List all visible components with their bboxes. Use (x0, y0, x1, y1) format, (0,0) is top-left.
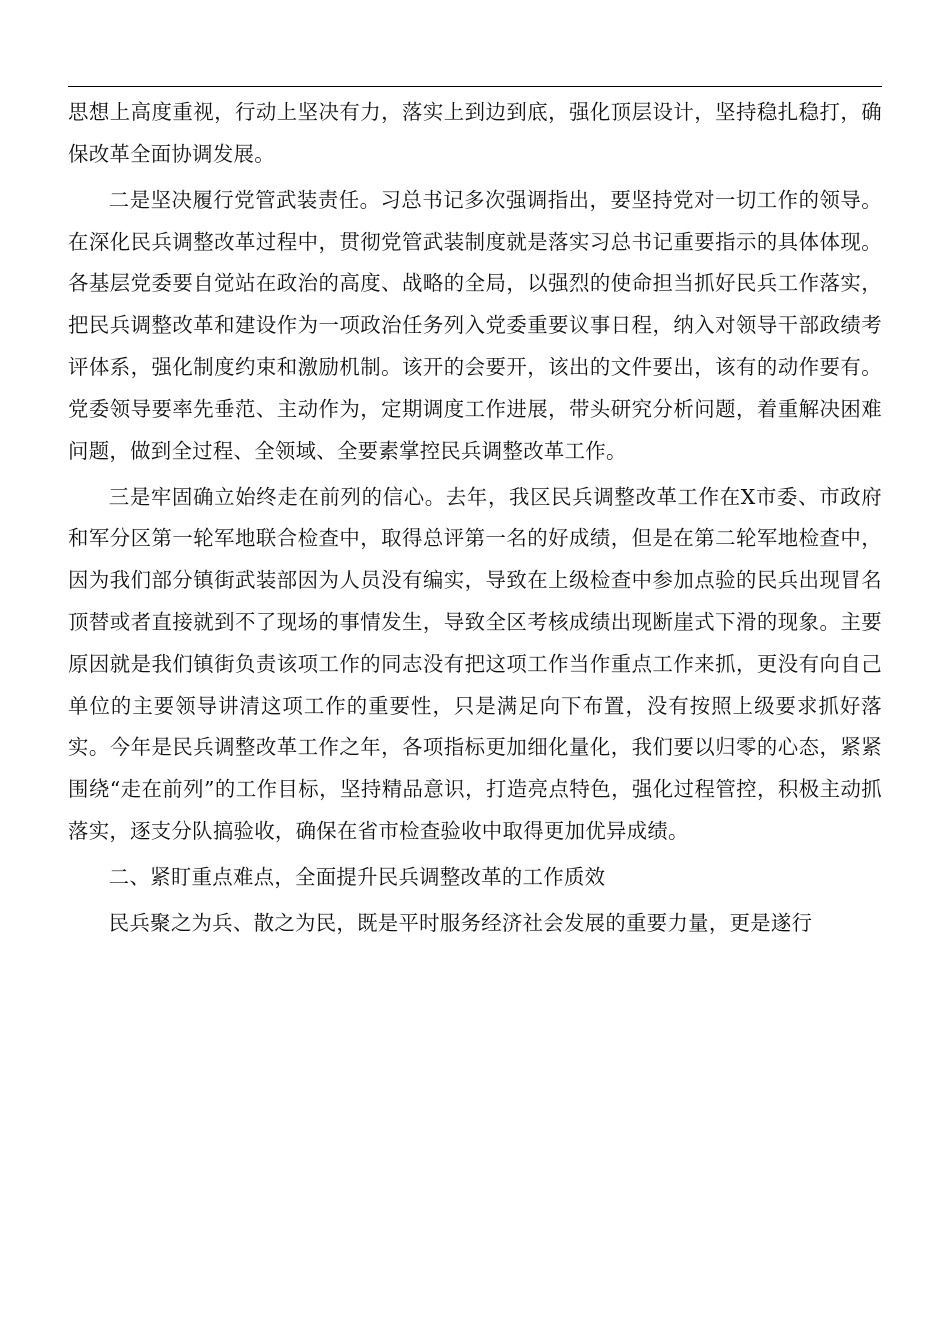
document-body (68, 92, 882, 949)
paragraph-continuation: 思想上高度重视，行动上坚决有力，落实上到边到底，强化顶层设计，坚持稳扎稳打，确保改革全面协调发展。 (68, 100, 882, 166)
paragraph-party-leadership: 二是坚决履行党管武装责任。习总书记多次强调指出，要坚持党对一切工作的领导。在深化民兵调整改革过程中，贯彻党管武装制度就是落实习总书记重要指示的具体体现。各基层党委要自觉站在政治的高度、战略的全局，以强烈的使命担当抓好民兵工作落实，把民兵调整改革和建设作为一项政治任务列入党委重要议事日程，纳入对领导干部政绩考评体系，强化制度约束和激励机制。该开的会要开，该出的文件要出，该有的动作要有。党委领导要率先垂范、主动作为，定期调度工作进展，带头研究分析问题，着重解决困难问题，做到全过程、全领域、全要素掌控民兵调整改革工作。 (68, 187, 882, 463)
section-heading: 二、紧盯重点难点，全面提升民兵调整改革的工作质效 (108, 864, 606, 889)
header-rule (68, 86, 882, 87)
paragraph-militia-role: 民兵聚之为兵、散之为民，既是平时服务经济社会发展的重要力量，更是遂行 (108, 910, 813, 935)
paragraph-confidence: 三是牢固确立始终走在前列的信心。去年，我区民兵调整改革工作在X市委、市政府和军分区第一轮军地联合检查中，取得总评第一名的好成绩，但是在第二轮军地检查中，因为我们部分镇街武装部因为人员没有编实，导致在上级检查中参加点验的民兵出现冒名顶替或者直接就到不了现场的事情发生，导致全区考核成绩出现断崖式下滑的现象。主要原因就是我们镇街负责该项工作的同志没有把这项工作当作重点工作来抓，更没有向自己单位的主要领导讲清这项工作的重要性，只是满足向下布置，没有按照上级要求抓好落实。今年是民兵调整改革工作之年，各项指标更加细化量化，我们要以归零的心态，紧紧围绕“走在前列”的工作目标，坚持精品意识，打造亮点特色，强化过程管控，积极主动抓落实，逐支分队搞验收，确保在省市检查验收中取得更加优异成绩。 (68, 484, 882, 843)
